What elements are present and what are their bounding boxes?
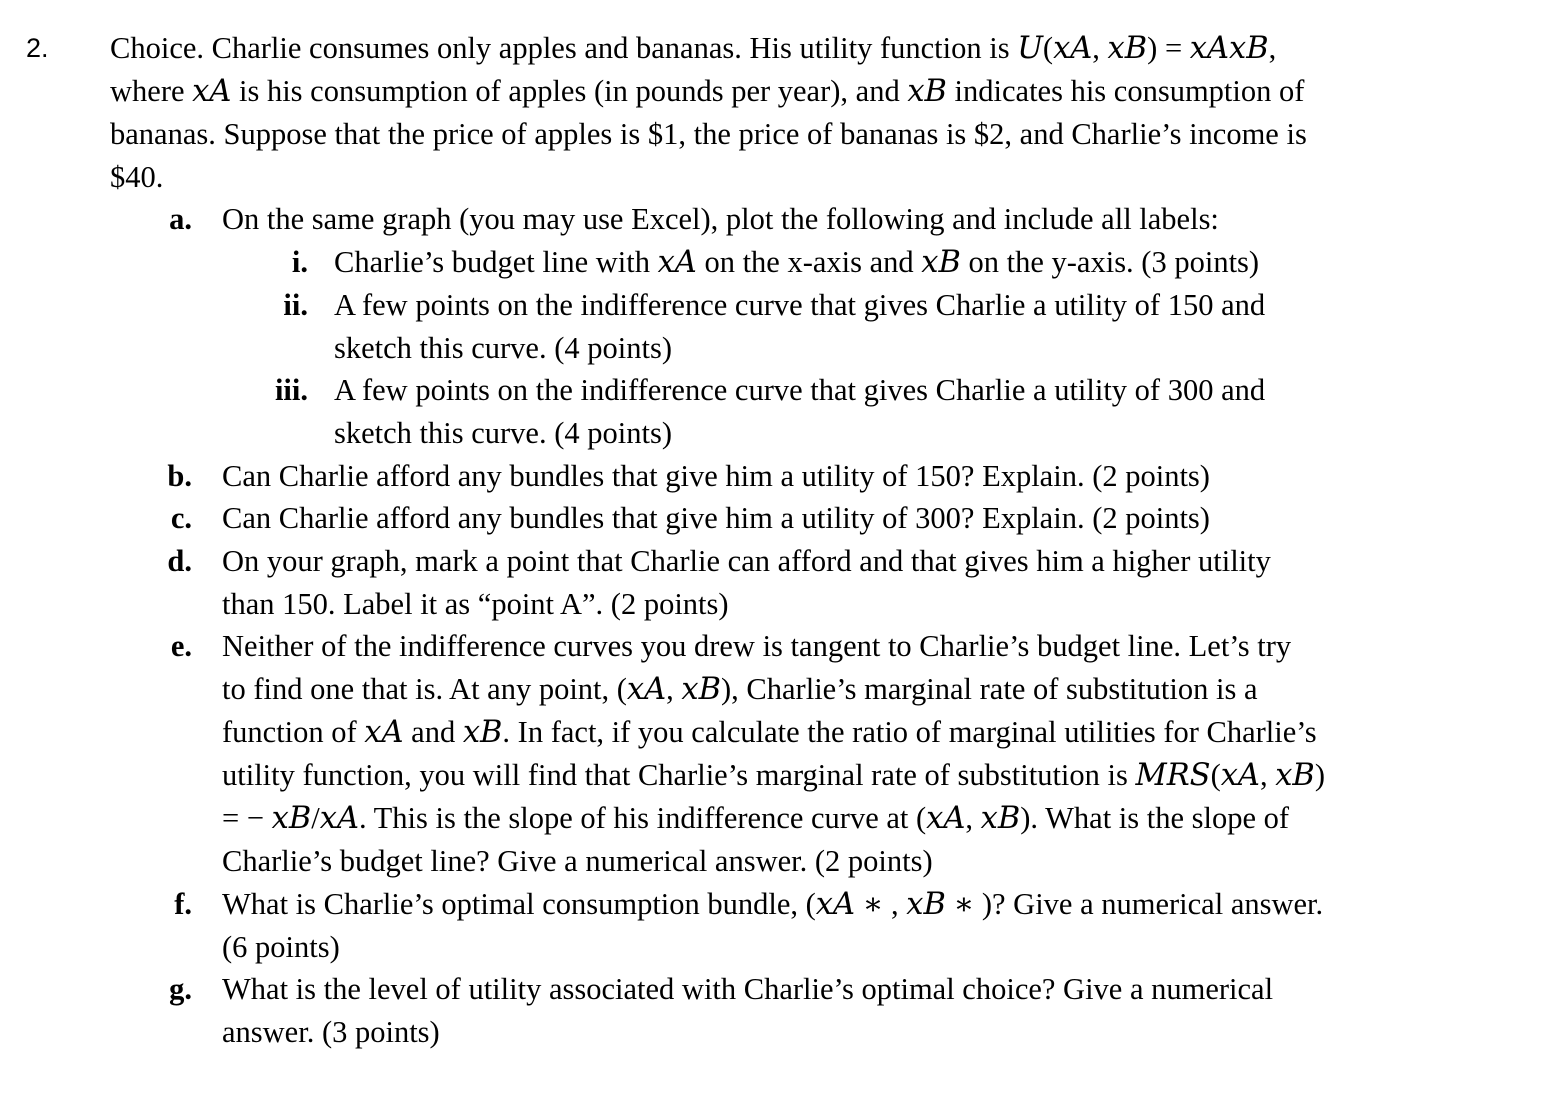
part-b-line-1: Can Charlie afford any bundles that give him a utility of 150? Explain. (2 points) bbox=[222, 459, 1210, 493]
subpart-iii-line-2: sketch this curve. (4 points) bbox=[334, 416, 672, 450]
problem-number: 2. bbox=[26, 33, 49, 63]
subpart-i-label: i. bbox=[291, 245, 308, 279]
part-d-line-2: than 150. Label it as “point A”. (2 points) bbox=[222, 587, 729, 621]
part-e-line-4: utility function, you will find that Charlie’s marginal rate of substitution is 𝑀𝑅𝑆(𝑥𝐴, 𝑥𝐵) bbox=[222, 758, 1325, 792]
part-a-line-1: On the same graph (you may use Excel), plot the following and include all labels: bbox=[222, 202, 1219, 236]
part-e-line-5: = − 𝑥𝐵/𝑥𝐴. This is the slope of his indifference curve at (𝑥𝐴, 𝑥𝐵). What is the slope of bbox=[222, 801, 1290, 835]
part-e-label: e. bbox=[170, 629, 192, 663]
part-f-line-2: (6 points) bbox=[222, 930, 340, 964]
part-b-label: b. bbox=[167, 459, 192, 493]
part-a-label: a. bbox=[169, 202, 192, 236]
part-g-line-2: answer. (3 points) bbox=[222, 1015, 440, 1049]
part-f-line-1: What is Charlie’s optimal consumption bundle, (𝑥𝐴 ∗ , 𝑥𝐵 ∗ )? Give a numerical answer. bbox=[222, 887, 1324, 921]
subpart-iii-label: iii. bbox=[274, 373, 308, 407]
part-e-line-3: function of 𝑥𝐴 and 𝑥𝐵. In fact, if you calculate the ratio of marginal utilities for Charlie’s bbox=[222, 715, 1317, 749]
subpart-i-line-1: Charlie’s budget line with 𝑥𝐴 on the x-axis and 𝑥𝐵 on the y-axis. (3 points) bbox=[334, 245, 1260, 279]
part-d-line-1: On your graph, mark a point that Charlie can afford and that gives him a higher utility bbox=[222, 544, 1271, 578]
intro-line-4: $40. bbox=[110, 160, 164, 194]
part-d-label: d. bbox=[167, 544, 192, 578]
intro-line-2: where 𝑥𝐴 is his consumption of apples (in pounds per year), and 𝑥𝐵 indicates his consumption of bbox=[110, 74, 1305, 108]
subpart-ii-label: ii. bbox=[283, 288, 308, 322]
part-c-label: c. bbox=[170, 501, 192, 535]
part-g-label: g. bbox=[169, 972, 192, 1006]
subpart-ii-line-2: sketch this curve. (4 points) bbox=[334, 331, 672, 365]
intro-line-1: Choice. Charlie consumes only apples and bananas. His utility function is 𝑈(𝑥𝐴, 𝑥𝐵) = 𝑥𝐴𝑥𝐵, bbox=[110, 31, 1277, 65]
part-c-line-1: Can Charlie afford any bundles that give him a utility of 300? Explain. (2 points) bbox=[222, 501, 1210, 535]
intro-line-3: bananas. Suppose that the price of apples is $1, the price of bananas is $2, and Charlie’s income is bbox=[110, 117, 1307, 151]
part-e-line-6: Charlie’s budget line? Give a numerical answer. (2 points) bbox=[222, 844, 933, 878]
part-e-line-1: Neither of the indifference curves you drew is tangent to Charlie’s budget line. Let’s try bbox=[222, 629, 1292, 663]
part-e-line-2: to find one that is. At any point, (𝑥𝐴, 𝑥𝐵), Charlie’s marginal rate of substitution is a bbox=[222, 672, 1258, 706]
subpart-ii-line-1: A few points on the indifference curve that gives Charlie a utility of 150 and bbox=[334, 288, 1266, 322]
subpart-iii-line-1: A few points on the indifference curve that gives Charlie a utility of 300 and bbox=[334, 373, 1266, 407]
part-f-label: f. bbox=[174, 887, 192, 921]
part-g-line-1: What is the level of utility associated with Charlie’s optimal choice? Give a numerical bbox=[222, 972, 1274, 1006]
